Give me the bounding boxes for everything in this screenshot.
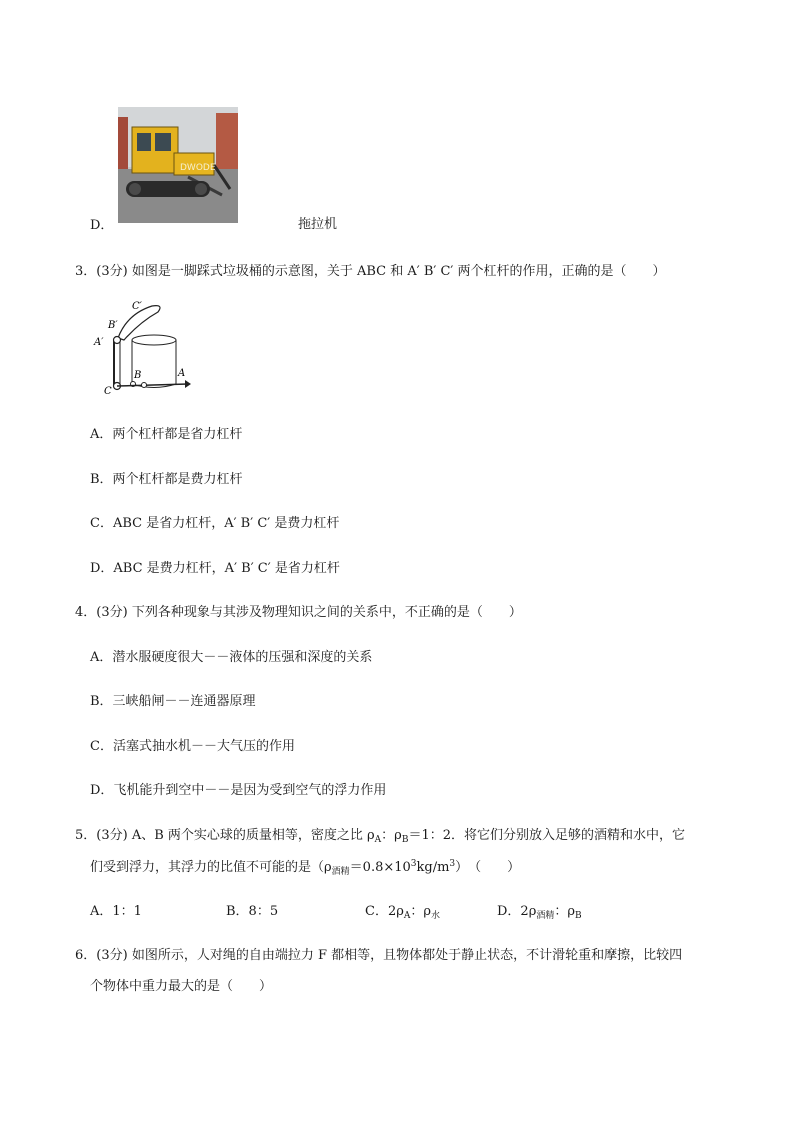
label-b-prime: B′: [108, 320, 118, 331]
trash-can-lever-diagram: [92, 296, 202, 398]
tractor-illustration: [118, 107, 238, 223]
q2-option-d-label: 拖拉机: [298, 217, 338, 232]
q5-stem-line2: 们受到浮力，其浮力的比值不可能的是$(\rho_{酒精}=0.8\times 10^3kg/m^3)$ （ ）: [90, 859, 521, 877]
q5-option-c: C．$2\rho_A$：$\rho_水$: [365, 904, 441, 921]
q4-option-a: A．潜水服硬度很大－－液体的压强和深度的关系: [90, 650, 373, 665]
label-a: A: [178, 368, 186, 379]
q3-option-b: B．两个杠杆都是费力杠杆: [90, 472, 243, 487]
q3-option-a: A．两个杠杆都是省力杠杆: [90, 427, 243, 442]
q3-option-c: C．ABC 是省力杠杆，A′ B′ C′ 是费力杠杆: [90, 516, 340, 531]
q3-stem: 3．(3分) 如图是一脚踩式垃圾桶的示意图，关于 ABC 和 A′ B′ C′ 两个杠杆的作用，正确的是（ ）: [75, 264, 666, 279]
q6-stem-line1: 6．(3分) 如图所示，人对绳的自由端拉力 F 都相等，且物体都处于静止状态，不计滑轮重和摩擦，比较四: [75, 948, 683, 963]
q5-stem-line1: 5．(3分) A、B 两个实心球的质量相等，密度之比 $\rho_A$：$\rho_B=1$：2．将它们分别放入足够的酒精和水中，它: [75, 828, 685, 845]
q5-option-a: A．1：1: [90, 904, 142, 919]
q4-option-c: C．活塞式抽水机－－大气压的作用: [90, 739, 295, 754]
label-c-prime: C′: [132, 301, 142, 312]
q2-option-d-letter: D．: [90, 218, 114, 233]
tractor-photo: [118, 107, 238, 223]
q5-option-d: D．$2\rho_{酒精}$：$\rho_B$: [497, 904, 582, 921]
photo-watermark: DWODE: [180, 163, 216, 173]
label-b: B: [134, 370, 142, 381]
q6-stem-line2: 个物体中重力最大的是（ ）: [90, 979, 273, 994]
q5-option-b: B．8：5: [226, 904, 279, 919]
label-a-prime: A′: [94, 337, 104, 348]
q3-option-d: D．ABC 是费力杠杆，A′ B′ C′ 是省力杠杆: [90, 561, 340, 576]
q4-option-d: D．飞机能升到空中－－是因为受到空气的浮力作用: [90, 783, 387, 798]
q4-stem: 4．(3分) 下列各种现象与其涉及物理知识之间的关系中，不正确的是（ ）: [75, 605, 522, 620]
q4-option-b: B．三峡船闸－－连通器原理: [90, 694, 256, 709]
label-c: C: [104, 386, 112, 397]
